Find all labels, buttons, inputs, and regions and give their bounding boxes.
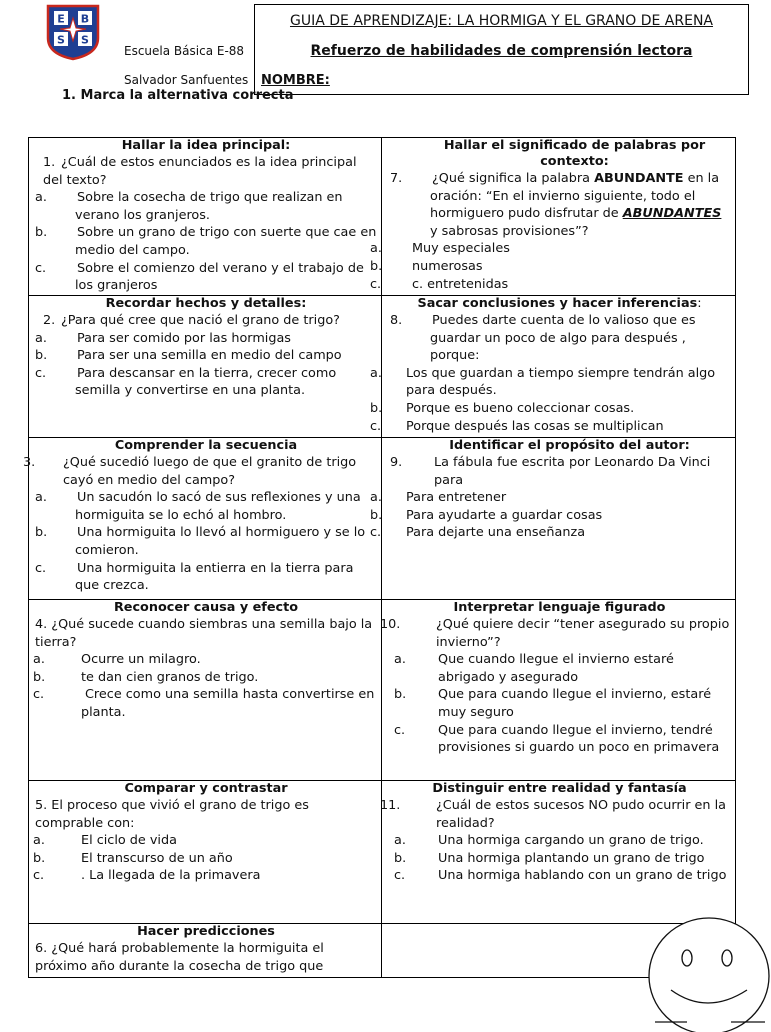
- options-list: [388, 651, 731, 757]
- document-title: GUIA DE APRENDIZAJE: LA HORMIGA Y EL GRANO DE ARENA: [289, 13, 714, 29]
- skill-heading: Distinguir entre realidad y fantasía: [432, 781, 687, 796]
- skill-heading: Identificar el propósito del autor:: [449, 438, 690, 453]
- option-label: b.: [33, 669, 46, 685]
- option-label: b.: [35, 348, 48, 364]
- option-a[interactable]: [370, 365, 731, 400]
- option-label: c.: [35, 560, 47, 576]
- option-label: a.: [35, 190, 47, 206]
- question-cell: [29, 600, 382, 781]
- question-text: [35, 154, 377, 189]
- option-c[interactable]: [370, 276, 731, 294]
- option-b[interactable]: [388, 850, 731, 868]
- option-label: a.: [370, 241, 382, 257]
- options-list: [35, 189, 377, 295]
- question-number: 9.: [390, 455, 403, 470]
- skill-heading: Comparar y contrastar: [124, 781, 288, 796]
- document-subtitle: Refuerzo de habilidades de comprensión lectora: [310, 43, 693, 59]
- logo-letter: S: [57, 33, 65, 47]
- option-label: b.: [370, 400, 383, 416]
- school-name: Escuela Básica E-88: [124, 44, 245, 58]
- option-text: Que para cuando llegue el invierno, tendré provisiones si guardo un poco en primavera: [438, 722, 720, 756]
- option-label: a.: [394, 833, 406, 849]
- skill-heading: Reconocer causa y efecto: [113, 600, 299, 615]
- option-text: Para ayudarte a guardar cosas: [406, 507, 603, 523]
- options-list: [35, 330, 377, 400]
- question-body: ¿Qué significa la palabra: [432, 171, 595, 186]
- table-row: [29, 781, 736, 924]
- keyword-emphasis: ABUNDANTES: [622, 206, 722, 222]
- option-label: c.: [370, 525, 382, 541]
- option-a[interactable]: [35, 651, 377, 669]
- option-text: . La llegada de la primavera: [81, 868, 261, 884]
- title-box: [254, 4, 749, 95]
- option-text: Un sacudón lo sacó de sus reflexiones y una hormiguita se lo echó al hombro.: [75, 490, 361, 523]
- question-cell: [29, 924, 382, 978]
- question-text: [380, 616, 731, 651]
- question-cell: [29, 781, 382, 924]
- option-c[interactable]: [370, 524, 731, 542]
- options-list: [370, 365, 731, 435]
- option-label: b.: [33, 850, 46, 866]
- option-text: Porque es bueno coleccionar cosas.: [406, 400, 635, 416]
- option-text: Crece como una semilla hasta convertirse en planta.: [81, 687, 375, 720]
- option-text: numerosas: [412, 258, 483, 274]
- question-table: [23, 137, 736, 978]
- question-body: y sabrosas provisiones”?: [430, 223, 589, 239]
- option-c[interactable]: [35, 260, 377, 295]
- skill-heading: Hacer predicciones: [137, 924, 275, 939]
- option-text: Porque después las cosas se multiplican: [406, 418, 664, 434]
- option-label: c.: [35, 260, 47, 276]
- heading-colon: :: [697, 296, 702, 311]
- option-label: a.: [33, 833, 45, 849]
- logo-letter: E: [57, 12, 65, 26]
- option-label: b.: [370, 507, 383, 523]
- question-cell: [29, 296, 382, 438]
- option-c[interactable]: [388, 867, 731, 885]
- question-number: 10.: [380, 617, 401, 632]
- question-body: El proceso que vivió el grano de trigo es comprable con:: [35, 798, 309, 831]
- skill-heading: Hallar el significado de palabras por contexto:: [443, 138, 706, 169]
- option-text: Una hormiga cargando un grano de trigo.: [438, 833, 704, 849]
- option-b[interactable]: [370, 507, 731, 525]
- option-c[interactable]: [35, 867, 377, 885]
- question-cell: [370, 296, 736, 438]
- option-a[interactable]: [35, 489, 377, 524]
- option-a[interactable]: [388, 651, 731, 686]
- question-number: 3.: [23, 455, 36, 470]
- option-text: Para ser comido por las hormigas: [77, 330, 291, 346]
- option-label: b.: [394, 850, 407, 866]
- skill-heading: [388, 296, 731, 312]
- option-b[interactable]: [370, 400, 731, 418]
- option-b[interactable]: [388, 686, 731, 721]
- school-shield-logo: [46, 4, 100, 60]
- option-b[interactable]: [35, 347, 377, 365]
- question-number: 1.: [43, 155, 56, 170]
- option-c[interactable]: [35, 365, 377, 400]
- option-label: c.: [35, 365, 47, 381]
- option-label: a.: [394, 652, 406, 668]
- option-text: Una hormiguita lo llevó al hormiguero y se lo comieron.: [75, 525, 366, 558]
- option-text: Para dejarte una enseñanza: [406, 525, 586, 541]
- question-text: [35, 616, 377, 651]
- option-text: Sobre la cosecha de trigo que realizan en verano los granjeros.: [75, 190, 343, 223]
- logo-letter: S: [81, 33, 89, 47]
- question-body: ¿Para qué cree que nació el grano de trigo?: [61, 313, 340, 328]
- table-row: [29, 138, 736, 296]
- option-b[interactable]: [35, 224, 377, 259]
- skill-heading: Comprender la secuencia: [114, 438, 298, 453]
- option-text: Sobre un grano de trigo con suerte que cae en medio del campo.: [75, 225, 377, 258]
- question-body: en la oración: “En el invierno siguiente, todo el hormiguero pudo disfrutar de: [430, 171, 720, 222]
- option-a[interactable]: [35, 832, 377, 850]
- option-c[interactable]: [388, 722, 731, 757]
- option-label: a.: [35, 490, 47, 506]
- options-list: [35, 832, 377, 885]
- question-cell: [370, 138, 736, 296]
- option-b[interactable]: [35, 524, 377, 559]
- option-text: te dan cien granos de trigo.: [81, 669, 259, 685]
- question-number: 4.: [35, 617, 48, 632]
- option-text: Ocurre un milagro.: [81, 652, 201, 668]
- school-name-line2: Salvador Sanfuentes: [124, 73, 249, 87]
- question-number: 8.: [390, 313, 403, 328]
- question-body: ¿Qué hará probablemente la hormiguita el próximo año durante la cosecha de trigo que: [35, 941, 324, 974]
- option-text: Que para cuando llegue el invierno, estaré muy seguro: [438, 687, 712, 720]
- options-list: [370, 489, 731, 542]
- question-text: [388, 170, 731, 240]
- option-text: Que cuando llegue el invierno estaré abrigado y asegurado: [438, 652, 674, 685]
- option-text: Para descansar en la tierra, crecer como semilla y convertirse en una planta.: [75, 365, 337, 399]
- option-label: c.: [370, 418, 382, 434]
- option-text: Una hormiguita la entierra en la tierra para que crezca.: [75, 560, 354, 594]
- question-number: 7.: [390, 171, 403, 186]
- option-label: a.: [370, 490, 382, 506]
- option-label: c.: [394, 868, 406, 884]
- question-cell: [23, 438, 382, 600]
- question-text: [23, 454, 377, 489]
- option-label: c.: [33, 868, 45, 884]
- option-text: El ciclo de vida: [81, 833, 177, 849]
- option-a[interactable]: [35, 189, 377, 224]
- option-label: b.: [35, 525, 48, 541]
- options-list: [370, 240, 731, 293]
- table-row: [29, 924, 736, 978]
- option-label: a.: [370, 365, 382, 381]
- question-number: 6.: [35, 941, 48, 956]
- question-text: [388, 454, 731, 489]
- option-label: b.: [394, 687, 407, 703]
- option-text: c. entretenidas: [412, 276, 509, 292]
- table-row: [29, 438, 736, 600]
- option-b[interactable]: [35, 669, 377, 687]
- question-body: Puedes darte cuenta de lo valioso que es guardar un poco de algo para después , porque:: [430, 313, 696, 364]
- question-number: 5.: [35, 798, 48, 813]
- question-text: [35, 940, 377, 975]
- question-text: [35, 797, 377, 832]
- options-list: [388, 832, 731, 885]
- option-label: c.: [394, 722, 406, 738]
- heading-text: Sacar conclusiones y hacer inferencias: [417, 296, 698, 311]
- question-text: [388, 312, 731, 365]
- question-cell: [370, 438, 736, 600]
- option-label: a.: [35, 330, 47, 346]
- question-number: 11.: [380, 798, 401, 813]
- keyword: ABUNDANTE: [594, 171, 684, 186]
- option-label: a.: [33, 652, 45, 668]
- option-b[interactable]: [35, 850, 377, 868]
- question-cell: [29, 138, 382, 296]
- option-a[interactable]: [35, 330, 377, 348]
- logo-letter: B: [80, 12, 90, 26]
- question-body: La fábula fue escrita por Leonardo Da Vinci para: [434, 455, 711, 488]
- skill-heading: Interpretar lenguaje figurado: [453, 600, 666, 615]
- option-text: Para entretener: [406, 490, 507, 506]
- question-body: ¿Cuál de estos sucesos NO pudo ocurrir en la realidad?: [436, 798, 726, 831]
- option-a[interactable]: [370, 489, 731, 507]
- question-cell: [382, 781, 736, 924]
- option-c[interactable]: [35, 560, 377, 595]
- options-list: [35, 489, 377, 595]
- option-text: Sobre el comienzo del verano y el trabajo de los granjeros: [75, 260, 364, 294]
- option-text: Para ser una semilla en medio del campo: [77, 348, 342, 364]
- option-text: Una hormiga hablando con un grano de trigo: [438, 868, 727, 884]
- skill-heading: Recordar hechos y detalles:: [105, 296, 307, 311]
- question-cell: [382, 600, 736, 781]
- option-text: El transcurso de un año: [81, 850, 233, 866]
- question-body: ¿Qué sucede cuando siembras una semilla bajo la tierra?: [35, 617, 373, 650]
- question-text: [380, 797, 731, 832]
- question-body: ¿Qué quiere decir “tener asegurado su propio invierno”?: [436, 617, 730, 650]
- option-label: c.: [33, 687, 45, 703]
- table-row: [29, 296, 736, 438]
- table-row: [29, 600, 736, 781]
- instruction: 1. Marca la alternativa correcta: [62, 88, 294, 103]
- question-body: ¿Qué sucedió luego de que el granito de trigo cayó en medio del campo?: [63, 455, 357, 488]
- option-c[interactable]: [370, 418, 731, 436]
- option-label: b.: [370, 258, 383, 274]
- option-text: Los que guardan a tiempo siempre tendrán algo para después.: [406, 365, 716, 399]
- option-c[interactable]: [35, 686, 377, 721]
- option-text: Muy especiales: [412, 241, 510, 257]
- options-list: [35, 651, 377, 721]
- option-a[interactable]: [370, 240, 731, 258]
- option-a[interactable]: [388, 832, 731, 850]
- smiley-face-drawing: [647, 912, 771, 1032]
- skill-heading: Hallar la idea principal:: [121, 138, 291, 153]
- option-text: Una hormiga plantando un grano de trigo: [438, 850, 705, 866]
- question-text: [35, 312, 377, 330]
- question-number: 2.: [43, 313, 56, 328]
- option-label: c.: [370, 276, 382, 292]
- name-label: NOMBRE:: [261, 73, 330, 88]
- option-b[interactable]: [370, 258, 731, 276]
- option-label: b.: [35, 225, 48, 241]
- question-body: ¿Cuál de estos enunciados es la idea principal del texto?: [43, 155, 357, 188]
